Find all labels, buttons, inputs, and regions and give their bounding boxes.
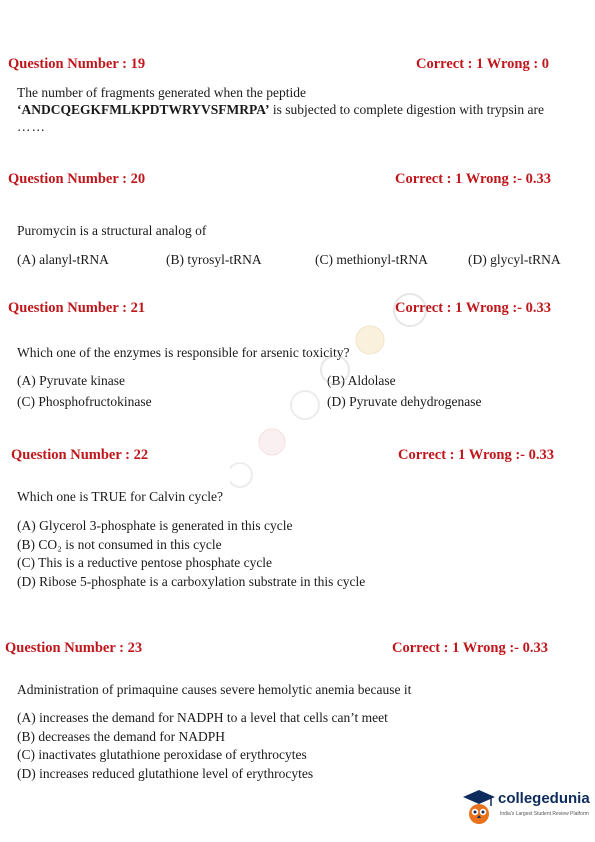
logo-tagline: India's Largest Student Review Platform (500, 811, 589, 817)
collegedunia-logo (462, 788, 592, 828)
question-23-option-a: (A) increases the demand for NADPH to a level that cells can’t meet (17, 710, 388, 725)
watermark-seal-6 (230, 463, 252, 487)
watermark-seal-5 (259, 429, 285, 455)
question-23-text: Administration of primaquine causes severe hemolytic anemia because it (17, 682, 412, 697)
logo-wordmark: collegedunia (498, 790, 590, 807)
question-20-text: Puromycin is a structural analog of (17, 223, 207, 238)
peptide-sequence: ‘ANDCQEGKFMLKPDTWRYVSFMRPA’ (17, 102, 270, 117)
question-21-text: Which one of the enzymes is responsible for arsenic toxicity? (17, 345, 350, 360)
watermark-seal-4 (291, 391, 319, 419)
question-22-marks: Correct : 1 Wrong :- 0.33 (398, 447, 554, 463)
question-22-number: Question Number : 22 (11, 447, 149, 463)
question-23-option-d: (D) increases reduced glutathione level of erythrocytes (17, 766, 314, 781)
question-20-option-c: (C) methionyl-tRNA (315, 252, 428, 267)
question-22-option-d: (D) Ribose 5-phosphate is a carboxylation substrate in this cycle (17, 574, 366, 589)
question-20-marks: Correct : 1 Wrong :- 0.33 (395, 171, 551, 187)
question-19-text-line1: The number of fragments generated when the peptide (17, 85, 307, 100)
question-22-option-c: (C) This is a reductive pentose phosphate cycle (17, 555, 273, 570)
watermark-seal-1 (394, 294, 426, 326)
question-20-option-b: (B) tyrosyl-tRNA (166, 252, 262, 267)
watermark-seal-2 (356, 326, 384, 354)
question-21-number: Question Number : 21 (8, 300, 146, 316)
graduate-owl-icon (462, 788, 496, 826)
question-19-blank: …… (17, 119, 46, 134)
question-19-text-line2 (17, 102, 544, 118)
question-19-text-line2-rest: is subjected to complete digestion with trypsin are (269, 102, 544, 117)
question-21-option-c: (C) Phosphofructokinase (17, 394, 152, 409)
watermark-seals (230, 290, 430, 490)
question-19-marks: Correct : 1 Wrong : 0 (416, 56, 550, 72)
question-21-option-d: (D) Pyruvate dehydrogenase (327, 394, 482, 409)
question-20-number: Question Number : 20 (8, 171, 146, 187)
question-23-marks: Correct : 1 Wrong :- 0.33 (392, 640, 548, 656)
question-21-option-a: (A) Pyruvate kinase (17, 373, 125, 388)
question-23-number: Question Number : 23 (5, 640, 143, 656)
question-21-marks: Correct : 1 Wrong :- 0.33 (395, 300, 551, 316)
question-23-option-c: (C) inactivates glutathione peroxidase of erythrocytes (17, 747, 307, 762)
question-22-text: Which one is TRUE for Calvin cycle? (17, 489, 223, 504)
question-21-option-b: (B) Aldolase (327, 373, 396, 388)
question-22-option-a: (A) Glycerol 3-phosphate is generated in this cycle (17, 518, 293, 533)
watermark-seal-3 (321, 356, 349, 384)
question-20-option-a: (A) alanyl-tRNA (17, 252, 109, 267)
question-19-number: Question Number : 19 (8, 56, 146, 72)
question-23-option-b: (B) decreases the demand for NADPH (17, 729, 226, 744)
question-22-option-b: (B) CO₂ is not consumed in this cycle (17, 537, 222, 552)
question-20-option-d: (D) glycyl-tRNA (468, 252, 561, 267)
